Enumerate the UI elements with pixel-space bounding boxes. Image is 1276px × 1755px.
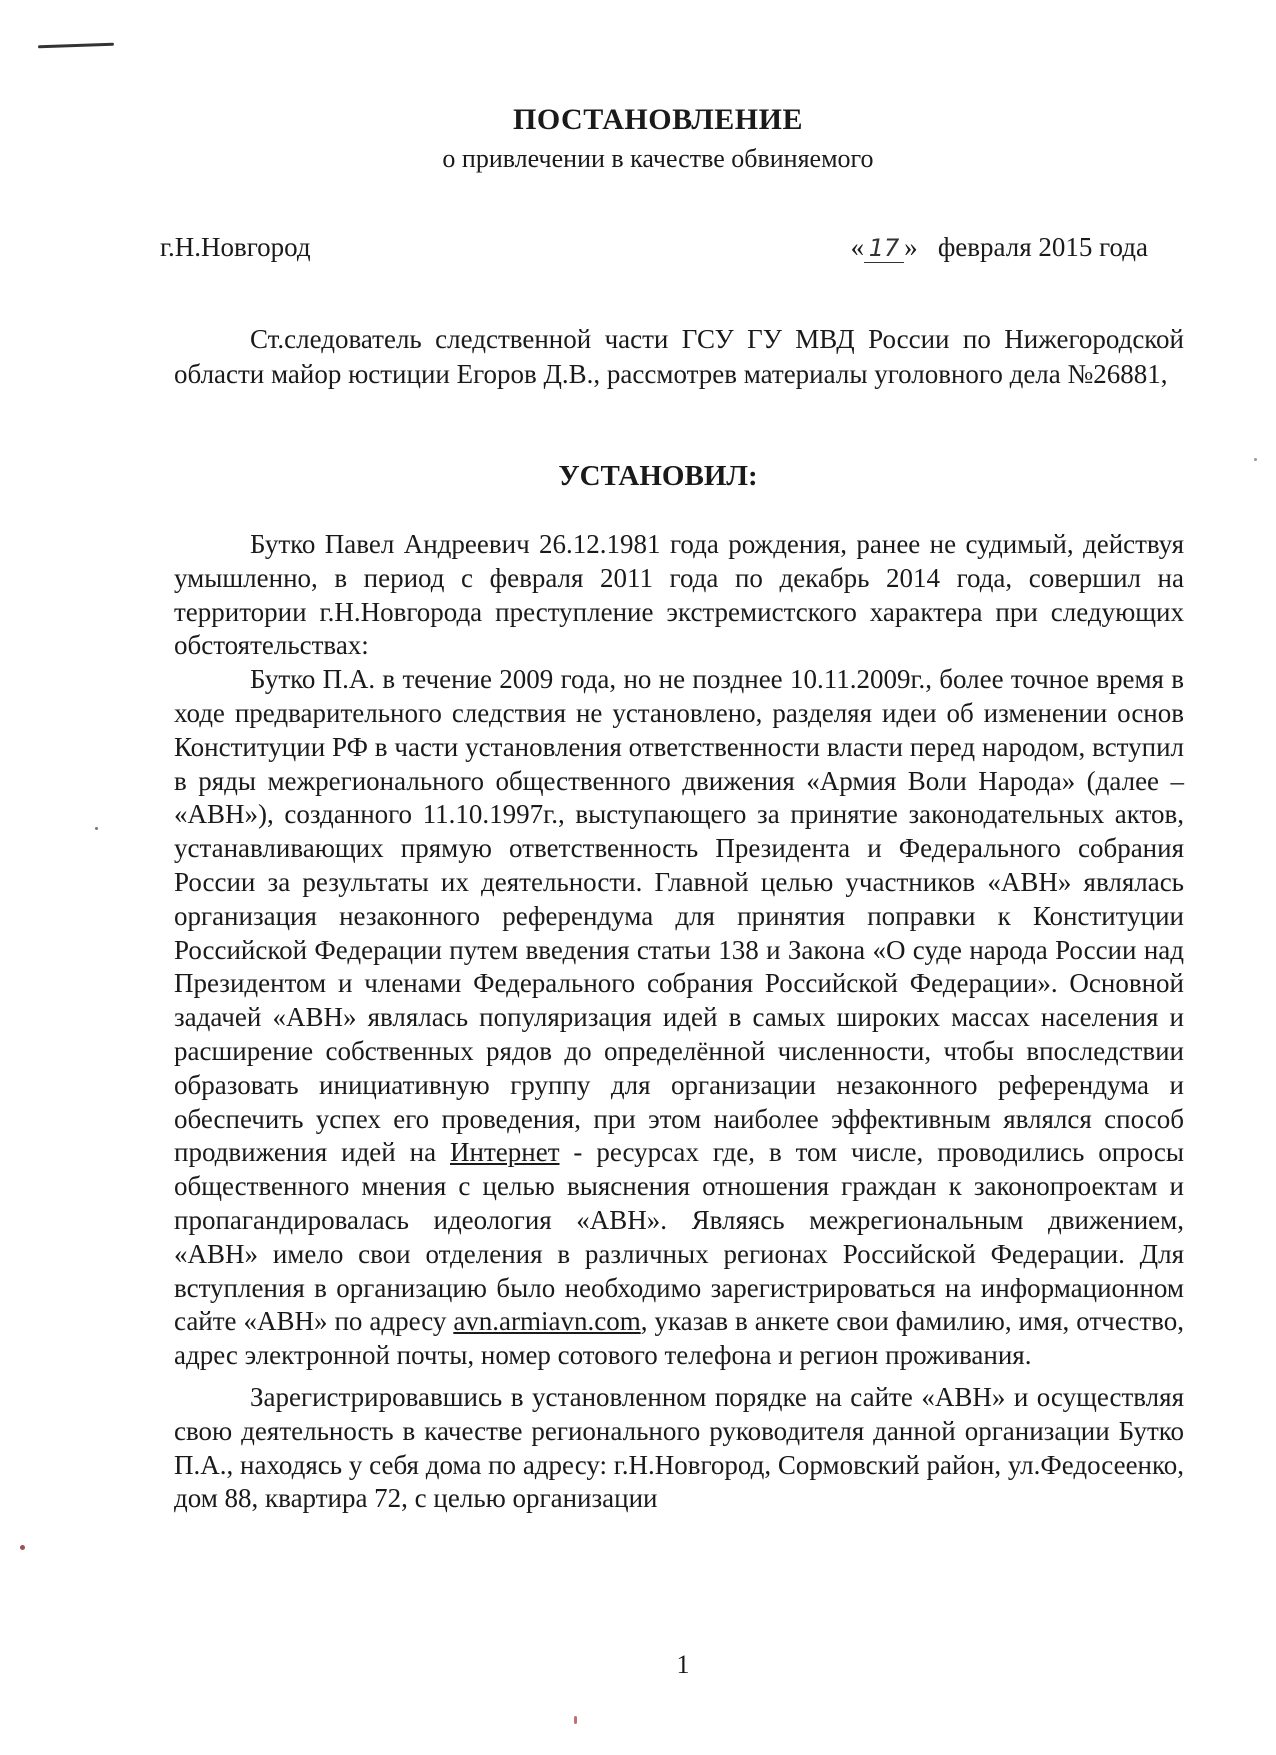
date-day-handwritten: 17: [864, 234, 904, 263]
document-title: ПОСТАНОВЛЕНИЕ: [513, 103, 803, 136]
page-number: 1: [676, 1650, 690, 1679]
paragraph-text: , указав в анкете свои фамилию, имя, отчество, адрес электронной почты, номер сотового телефона и регион проживания.: [174, 1306, 1184, 1371]
intro-paragraph: Ст.следователь следственной части ГСУ ГУ МВД России по Нижегородской области майор юстиции Егоров Д.В., рассмотрев материалы уголовного дела №26881,: [174, 324, 1184, 389]
place-date-row: [160, 230, 1148, 266]
internet-underlined-text: Интернет: [450, 1137, 560, 1168]
paragraph-text: Бутко П.А. в течение 2009 года, но не позднее 10.11.2009г., более точное время в ходе предварительного следствия не установлено, разделяя идеи об изменении основ Конституции РФ в части установления ответственности власти перед народом, вступил в ряды межрегионального общественного движения «Армия Воли Народа» (далее – «АВН»), созданного 11.10.1997г., выступающего за принятие законодательных актов, устанавливающих прямую ответственность Президента и Федерального собрания России за результаты их деятельности. Главной целью участников «АВН» являлась организация незаконного референдума для принятия поправки к Конституции Российской Федерации путем введения статьи 138 и Закона «О суде народа России над Президентом и членами Федерального собрания Российской Федерации». Основной задачей «АВН» являлась популяризация идей в самых широких массах населения и расширение собственных рядов до определённой численности, чтобы впоследствии образовать инициативную группу для организации незаконного референдума и обеспечить успех его проведения, при этом наиболее эффективным являлся способ продвижения идей на: [174, 664, 1184, 1168]
date-open-quote: «: [850, 232, 865, 262]
scan-speck: [574, 1716, 577, 1724]
scan-speck: [20, 1545, 25, 1550]
body-paragraph: [174, 663, 1184, 1373]
document-date: [851, 230, 1148, 264]
document-place: г.Н.Новгород: [160, 232, 311, 262]
body-paragraph: Бутко Павел Андреевич 26.12.1981 года рождения, ранее не судимый, действуя умышленно, в период с февраля 2011 года по декабрь 2014 года, совершил на территории г.Н.Новгорода преступление экстремистского характера при следующих обстоятельствах:: [174, 529, 1184, 661]
website-address-text: avn.armiavn.com: [453, 1306, 641, 1337]
scan-speck: [95, 827, 98, 830]
body-paragraph: Зарегистрировавшись в установленном порядке на сайте «АВН» и осуществляя свою деятельность в качестве регионального руководителя данной организации Бутко П.А., находясь у себя дома по адресу: г.Н.Новгород, Сормовский район, ул.Федосеенко, дом 88, квартира 72, с целью организации: [174, 1381, 1184, 1514]
scan-artifact-mark: [38, 43, 114, 49]
document-subtitle: о привлечении в качестве обвиняемого: [442, 144, 874, 173]
date-close-quote: »: [904, 232, 918, 262]
document-body: [174, 528, 1184, 1516]
section-heading: УСТАНОВИЛ:: [558, 460, 758, 492]
paragraph-text: - ресурсах где, в том числе, проводились опросы общественного мнения с целью выяснения отношения граждан к законопроектам и пропагандировалась идеология «АВН». Являясь межрегиональным движением, «АВН» имело свои отделения в различных регионах Российской Федерации. Для вступления в организацию было необходимо зарегистрироваться на информационном сайте «АВН» по адресу: [174, 1137, 1184, 1337]
date-month-year: февраля 2015 года: [937, 232, 1148, 262]
